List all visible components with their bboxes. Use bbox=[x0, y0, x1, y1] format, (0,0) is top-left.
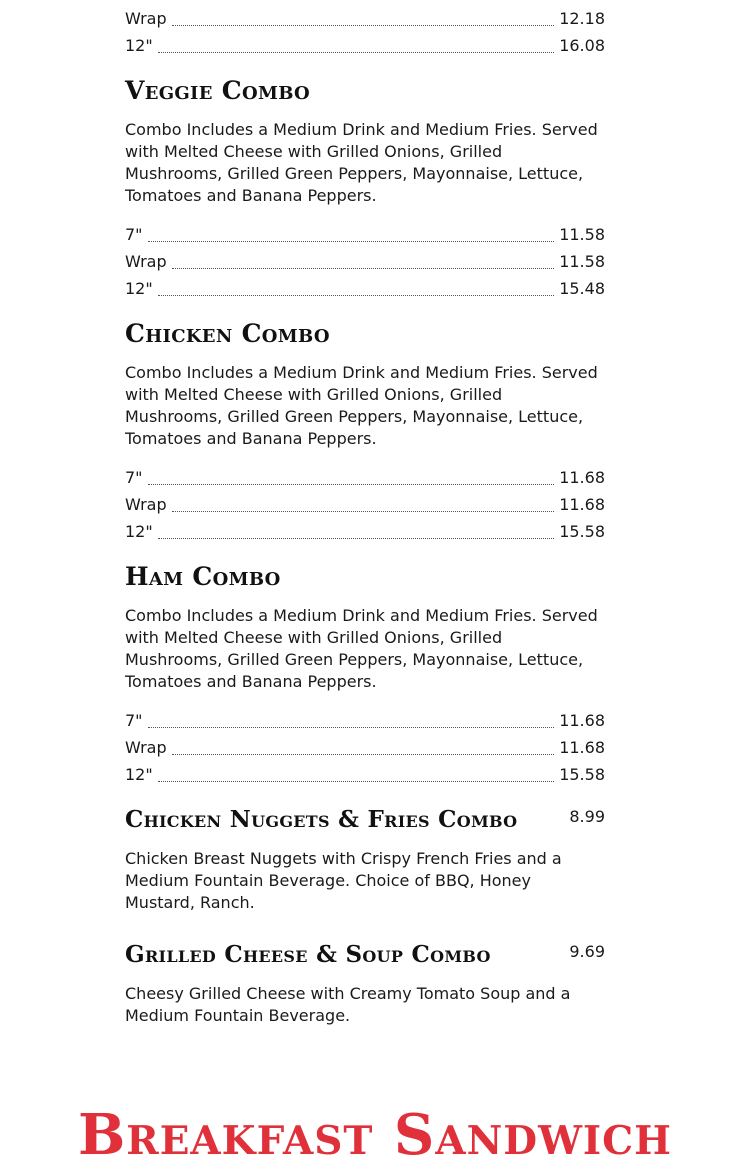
price-row bbox=[125, 515, 605, 542]
price-value: 11.68 bbox=[559, 495, 605, 514]
dot-leader bbox=[158, 780, 554, 782]
size-label: 12" bbox=[125, 36, 153, 55]
dot-leader bbox=[172, 267, 555, 269]
price-value: 12.18 bbox=[559, 9, 605, 28]
size-label: 12" bbox=[125, 522, 153, 541]
price-value: 11.68 bbox=[559, 468, 605, 487]
dot-leader bbox=[158, 294, 554, 296]
price-value: 11.68 bbox=[559, 738, 605, 757]
price-row bbox=[125, 29, 605, 56]
size-label: Wrap bbox=[125, 738, 167, 757]
price-row bbox=[125, 2, 605, 29]
price-value: 11.58 bbox=[559, 225, 605, 244]
price-row bbox=[125, 758, 605, 785]
section-description: Combo Includes a Medium Drink and Medium Fries. Served with Melted Cheese with Grilled Onions, Grilled Mushrooms, Grilled Green Peppers, Mayonnaise, Lettuce, Tomatoes and Banana Peppers. bbox=[125, 363, 598, 448]
price-value: 11.68 bbox=[559, 711, 605, 730]
section-title-chicken-nuggets-fries-combo: Chicken Nuggets & Fries Combo bbox=[125, 806, 518, 833]
dot-leader bbox=[148, 240, 555, 242]
dot-leader bbox=[158, 537, 554, 539]
size-label: Wrap bbox=[125, 9, 167, 28]
price-row bbox=[125, 218, 605, 245]
price-value: 15.58 bbox=[559, 522, 605, 541]
price-value: 15.48 bbox=[559, 279, 605, 298]
price-value: 9.69 bbox=[569, 942, 605, 961]
price-value: 16.08 bbox=[559, 36, 605, 55]
price-row bbox=[125, 272, 605, 299]
size-label: Wrap bbox=[125, 495, 167, 514]
category-title-breakfast-sandwich: Breakfast Sandwich bbox=[77, 1102, 673, 1168]
size-label: Wrap bbox=[125, 252, 167, 271]
dot-leader bbox=[158, 51, 554, 53]
dot-leader bbox=[172, 510, 555, 512]
price-row bbox=[125, 704, 605, 731]
size-label: 7" bbox=[125, 711, 143, 730]
price-value: 15.58 bbox=[559, 765, 605, 784]
size-label: 7" bbox=[125, 468, 143, 487]
section-title-veggie-combo: Veggie Combo bbox=[125, 76, 311, 105]
size-label: 7" bbox=[125, 225, 143, 244]
dot-leader bbox=[148, 726, 555, 728]
section-title-grilled-cheese-soup-combo: Grilled Cheese & Soup Combo bbox=[125, 941, 491, 968]
section-title-ham-combo: Ham Combo bbox=[125, 562, 281, 591]
dot-leader bbox=[172, 24, 555, 26]
price-row bbox=[125, 488, 605, 515]
section-description: Cheesy Grilled Cheese with Creamy Tomato Soup and a Medium Fountain Beverage. bbox=[125, 984, 571, 1025]
section-title-chicken-combo: Chicken Combo bbox=[125, 319, 330, 348]
section-description: Chicken Breast Nuggets with Crispy French Fries and a Medium Fountain Beverage. Choice of BBQ, Honey Mustard, Ranch. bbox=[125, 849, 562, 912]
size-label: 12" bbox=[125, 765, 153, 784]
size-label: 12" bbox=[125, 279, 153, 298]
price-row bbox=[125, 245, 605, 272]
price-value: 8.99 bbox=[569, 807, 605, 826]
section-description: Combo Includes a Medium Drink and Medium Fries. Served with Melted Cheese with Grilled Onions, Grilled Mushrooms, Grilled Green Peppers, Mayonnaise, Lettuce, Tomatoes and Banana Peppers. bbox=[125, 606, 598, 691]
dot-leader bbox=[148, 483, 555, 485]
price-row bbox=[125, 731, 605, 758]
price-row bbox=[125, 461, 605, 488]
dot-leader bbox=[172, 753, 555, 755]
section-description: Combo Includes a Medium Drink and Medium Fries. Served with Melted Cheese with Grilled Onions, Grilled Mushrooms, Grilled Green Peppers, Mayonnaise, Lettuce, Tomatoes and Banana Peppers. bbox=[125, 120, 598, 205]
price-value: 11.58 bbox=[559, 252, 605, 271]
